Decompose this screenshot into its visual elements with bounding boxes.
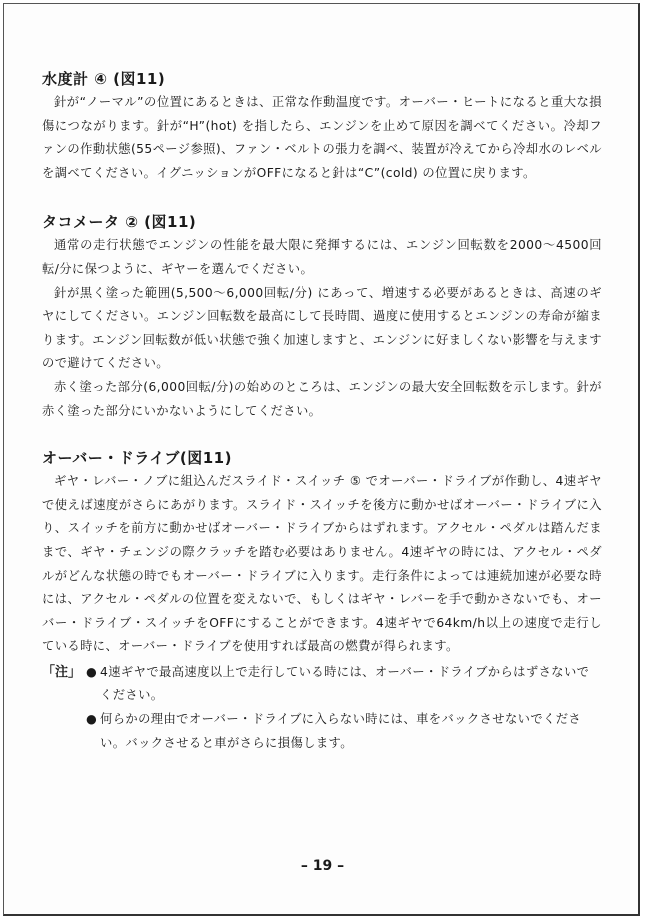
- note-label: 「注」: [42, 664, 82, 680]
- heading-tachometer: タコメータ ② (図11): [42, 213, 197, 232]
- section-overdrive: [42, 447, 602, 755]
- bullet-icon: ●: [86, 664, 98, 679]
- note-item-text: 何らかの理由でオーバー・ドライブに入らない時には、車をバックさせないでください。バックさせると車がさらに損傷します。: [100, 712, 582, 750]
- note-block: [42, 661, 602, 755]
- paragraph-tachometer-3: 赤く塗った部分(6,000回転/分)の始めのところは、エンジンの最大安全回転数を示します。針が赤く塗った部分にいかないようにしてください。: [42, 379, 602, 418]
- page-number: – 19 –: [300, 858, 345, 874]
- paragraph-temperature-gauge: 針が“ノーマル”の位置にあるときは、正常な作動温度です。オーバー・ヒートになると重大な損傷につながります。針が“H”(hot) を指したら、エンジンを止めて原因を調べてください。冷却ファンの作動状態(55ページ参照)、ファン・ベルトの張力を調べ、装置が冷えてから冷却水のレベルを調べてください。イグニッションがOFFになると針は“C”(cold) の位置に戻ります。: [42, 95, 602, 180]
- paragraph-overdrive: ギヤ・レバー・ノブに組込んだスライド・スイッチ ⑤ でオーバー・ドライブが作動し、4速ギヤで使えば速度がさらにあがります。スライド・スイッチを後方に動かせばオーバー・ドライブに入り、スイッチを前方に動かせばオーバー・ドライブからはずれます。アクセル・ペダルは踏んだままで、ギヤ・チェンジの際クラッチを踏む必要はありません。4速ギヤの時には、アクセル・ペダルがどんな状態の時でもオーバー・ドライブに入ります。走行条件によっては連続加速が必要な時には、アクセル・ペダルの位置を変えないで、もしくはギヤ・レバーを手で動かさないでも、オーバー・ドライブ・スイッチをOFFにすることができます。4速ギヤで64km/h以上の速度で走行している時に、オーバー・ドライブを使用すれば最高の燃費が得られます。: [42, 474, 602, 654]
- paragraph-tachometer-2: 針が黒く塗った範囲(5,500～6,000回転/分) にあって、増速する必要があるときは、高速のギヤにしてください。エンジン回転数を最高にして長時間、過度に使用するとエンジンの寿命が縮まります。エンジン回転数が低い状態で強く加速しますと、エンジンに好ましくない影響を与えますので避けてください。: [42, 285, 602, 371]
- note-item: [86, 661, 602, 708]
- paragraph-tachometer-1: 通常の走行状態でエンジンの性能を最大限に発揮するには、エンジン回転数を2000～4500回転/分に保つように、ギヤーを選んでください。: [42, 238, 602, 276]
- section-tachometer: [42, 211, 602, 423]
- heading-temperature-gauge: 水度計 ④ (図11): [42, 70, 166, 88]
- bullet-icon: ●: [86, 712, 98, 727]
- note-item: [86, 708, 602, 755]
- note-list: [86, 661, 602, 755]
- note-item-text: 4速ギヤで最高速度以上で走行している時には、オーバー・ドライブからはずさないでください。: [100, 664, 590, 703]
- heading-overdrive: オーバー・ドライブ(図11): [42, 449, 232, 468]
- section-temperature-gauge: [42, 68, 602, 185]
- page-content: [42, 62, 602, 755]
